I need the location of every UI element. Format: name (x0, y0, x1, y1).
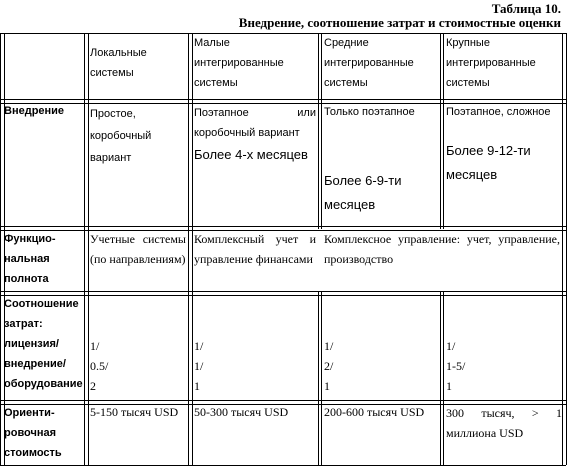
row-label-cost-ratio: Соотношение затрат: лицензия/ внедрение/ оборудование (4, 298, 83, 390)
table-bottom-border (0, 465, 566, 466)
header-local-systems: Локальные системы (90, 47, 147, 79)
col-divider (318, 33, 319, 229)
table-title: Внедрение, соотношение затрат и стоимостные оценки (238, 15, 561, 30)
cell-implementation-local: Простое, коробочный вариант (90, 108, 152, 164)
col-divider (188, 33, 193, 465)
col-divider (321, 33, 322, 229)
cell-cost-local: 5-150 тысяч USD (90, 405, 179, 419)
col-divider (440, 33, 441, 229)
cell-cost-ratio-medium: 1/ 2/ 1 (324, 339, 334, 393)
cell-cost-large: 300 тысяч, > 1 миллиона USD (446, 406, 562, 440)
row-label-cost: Ориенти- ровочная стоимость (4, 407, 62, 459)
col-divider (84, 33, 89, 465)
cell-functionality-small: Комплексный учет и управление финансами (194, 232, 316, 266)
cell-cost-small: 50-300 тысяч USD (194, 405, 289, 419)
cell-cost-ratio-local: 1/ 0.5/ 2 (90, 339, 109, 393)
cell-functionality-medium-large: Комплексное управление: учет, управление, производство (324, 232, 560, 266)
cell-functionality-local: Учетные системы (по направлениям) (90, 232, 186, 266)
col-divider (562, 33, 567, 465)
cell-cost-medium: 200-600 тысяч USD (324, 405, 425, 419)
cell-implementation-small: Поэтапное или коробочный вариант Более 4-х месяцев (194, 107, 316, 162)
cell-implementation-large: Поэтапное, сложное Более 9-12-ти месяцев (446, 106, 551, 182)
table-number: Таблица 10. (491, 1, 561, 16)
col-divider (440, 291, 441, 465)
col-divider (321, 291, 322, 465)
row-label-functionality: Функцио- нальная полнота (4, 233, 56, 285)
header-large-integrated: Крупные интегрированные системы (446, 37, 536, 89)
col-divider (318, 291, 319, 465)
row-label-implementation: Внедрение (4, 105, 65, 117)
header-small-integrated: Малые интегрированные системы (194, 37, 284, 89)
header-medium-integrated: Средние интегрированные системы (324, 37, 414, 89)
col-divider (443, 33, 444, 229)
cell-cost-ratio-large: 1/ 1-5/ 1 (446, 339, 466, 393)
col-divider (443, 291, 444, 465)
cell-implementation-medium: Только поэтапное Более 6-9-ти месяцев (324, 106, 415, 212)
cell-cost-ratio-small: 1/ 1/ 1 (194, 339, 204, 393)
